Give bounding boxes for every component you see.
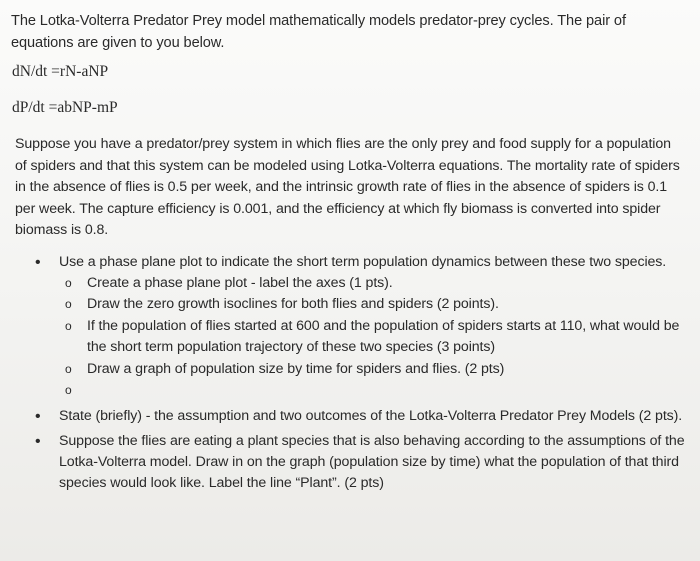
sub-question-text: Draw a graph of population size by time for spiders and flies. (2 pts) (87, 360, 505, 377)
sub-question-text: Draw the zero growth isoclines for both flies and spiders (2 points). (87, 296, 499, 312)
scenario-paragraph: Suppose you have a predator/prey system in which flies are the only prey and food supply for a population of spiders and that this system can be modeled using Lotka-Volterra equations. The mortality rate of spiders in the absence of flies is 0.5 per week, and the intrinsic growth rate of flies in the absence of spiders is 0.1 per week. The capture efficiency is 0.001, and the efficiency at which fly biomass is converted into spider biomass is 0.8. (15, 136, 680, 238)
equation-prey: dN/dt =rN-aNP (12, 63, 109, 80)
question-text: State (briefly) - the assumption and two outcomes of the Lotka-Volterra Predator Prey Models (2 pts). (59, 408, 683, 424)
sub-question-item (65, 359, 686, 381)
equation-predator: dP/dt =abNP-mP (12, 99, 118, 116)
bullet-icon: • (35, 253, 41, 271)
question-text: Use a phase plane plot to indicate the short term population dynamics between these two species. (59, 253, 667, 270)
question-item-plant (35, 431, 686, 494)
bullet-icon: • (35, 433, 41, 450)
sub-bullet-icon: o (65, 318, 72, 333)
sub-bullet-icon: o (65, 297, 72, 311)
sub-bullet-icon: o (65, 275, 72, 290)
bullet-icon: • (35, 408, 41, 425)
sub-bullet-icon: o (65, 383, 72, 397)
sub-bullet-icon: o (65, 361, 72, 376)
sub-question-item (65, 294, 686, 316)
sub-question-item (65, 316, 686, 359)
question-item-phase-plane (35, 252, 686, 403)
question-text: Suppose the flies are eating a plant species that is also behaving according to the assumptions of the Lotka-Volterra model. Draw in on the graph (population size by time) what the population of that third species would look like. Label the line “Plant”. (2 pts) (59, 433, 685, 491)
question-item-assumption (35, 406, 686, 427)
question-list (11, 252, 686, 495)
sub-question-list (59, 273, 686, 403)
intro-text: The Lotka-Volterra Predator Prey model mathematically models predator-prey cycles. The pair of equations are given to you below. (11, 13, 626, 51)
sub-question-text: Create a phase plane plot - label the axes (1 pts). (87, 274, 393, 291)
sub-question-item (65, 273, 686, 295)
sub-question-text: If the population of flies started at 600 and the population of spiders starts at 110, what would be the short term population trajectory of these two species (3 points) (87, 317, 680, 355)
sub-question-item-empty (65, 380, 686, 402)
